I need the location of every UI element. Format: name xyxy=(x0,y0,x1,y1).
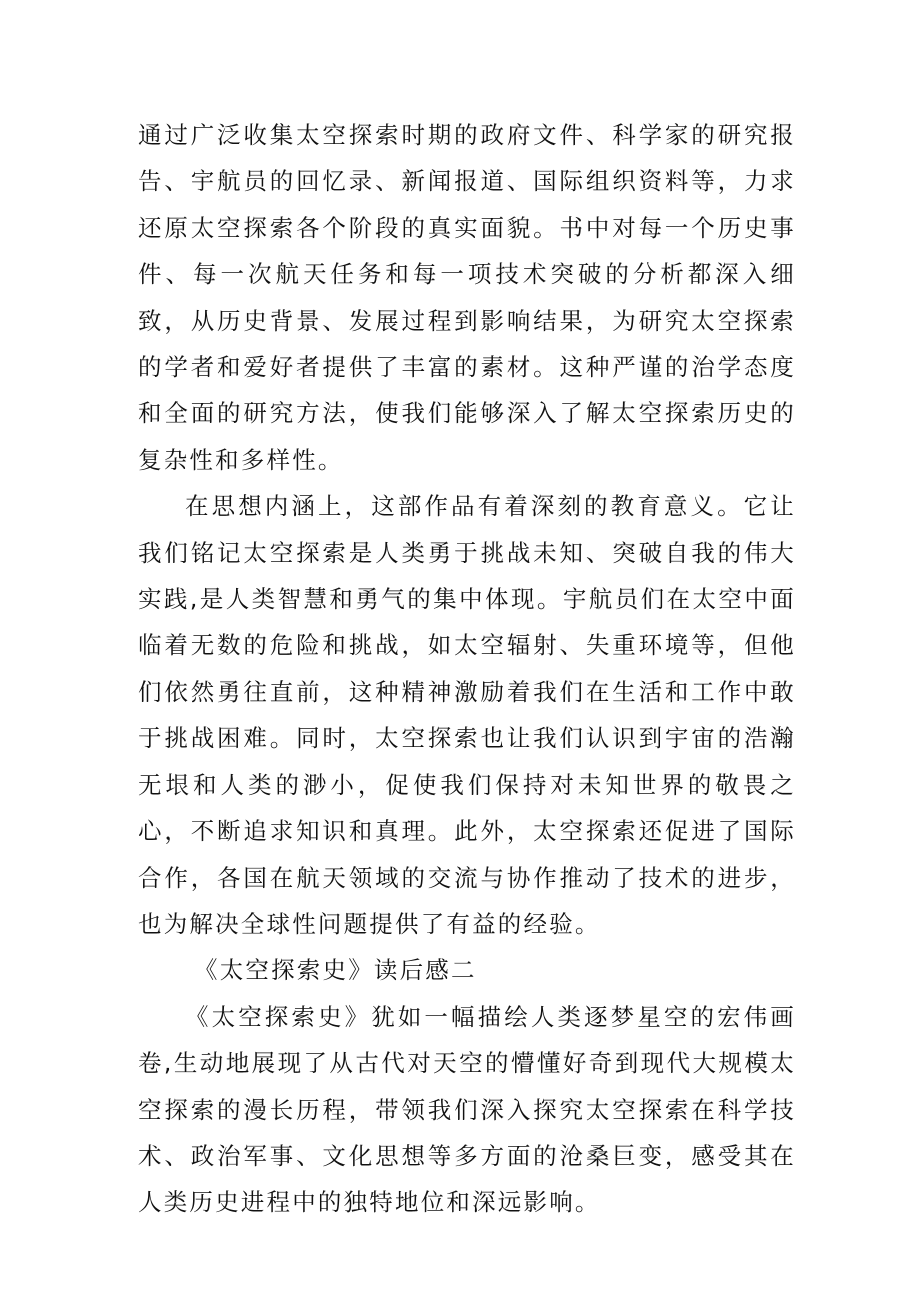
document-body xyxy=(138,112,796,1226)
paragraph-introduction: 《太空探索史》犹如一幅描绘人类逐梦星空的宏伟画卷,生动地展现了从古代对天空的懵懂好奇到现代大规模太空探索的漫长历程，带领我们深入探究太空探索在科学技术、政治军事、文化思想等多方面的沧桑巨变，感受其在人类历史进程中的独特地位和深远影响。 xyxy=(138,1002,796,1217)
section-heading: 《太空探索史》读后感二 xyxy=(194,956,477,985)
paragraph-continuation: 通过广泛收集太空探索时期的政府文件、科学家的研究报告、宇航员的回忆录、新闻报道、国际组织资料等，力求还原太空探索各个阶段的真实面貌。书中对每一个历史事件、每一次航天任务和每一项技术突破的分析都深入细致，从历史背景、发展过程到影响结果，为研究太空探索的学者和爱好者提供了丰富的素材。这种严谨的治学态度和全面的研究方法，使我们能够深入了解太空探索历史的复杂性和多样性。 xyxy=(138,121,796,474)
paragraph-thought-content: 在思想内涵上，这部作品有着深刻的教育意义。它让我们铭记太空探索是人类勇于挑战未知、突破自我的伟大实践,是人类智慧和勇气的集中体现。宇航员们在太空中面临着无数的危险和挑战，如太空辐射、失重环境等，但他们依然勇往直前，这种精神激励着我们在生活和工作中敢于挑战困难。同时，太空探索也让我们认识到宇宙的浩瀚无垠和人类的渺小，促使我们保持对未知世界的敬畏之心，不断追求知识和真理。此外，太空探索还促进了国际合作，各国在航天领域的交流与协作推动了技术的进步，也为解决全球性问题提供了有益的经验。 xyxy=(138,492,796,938)
